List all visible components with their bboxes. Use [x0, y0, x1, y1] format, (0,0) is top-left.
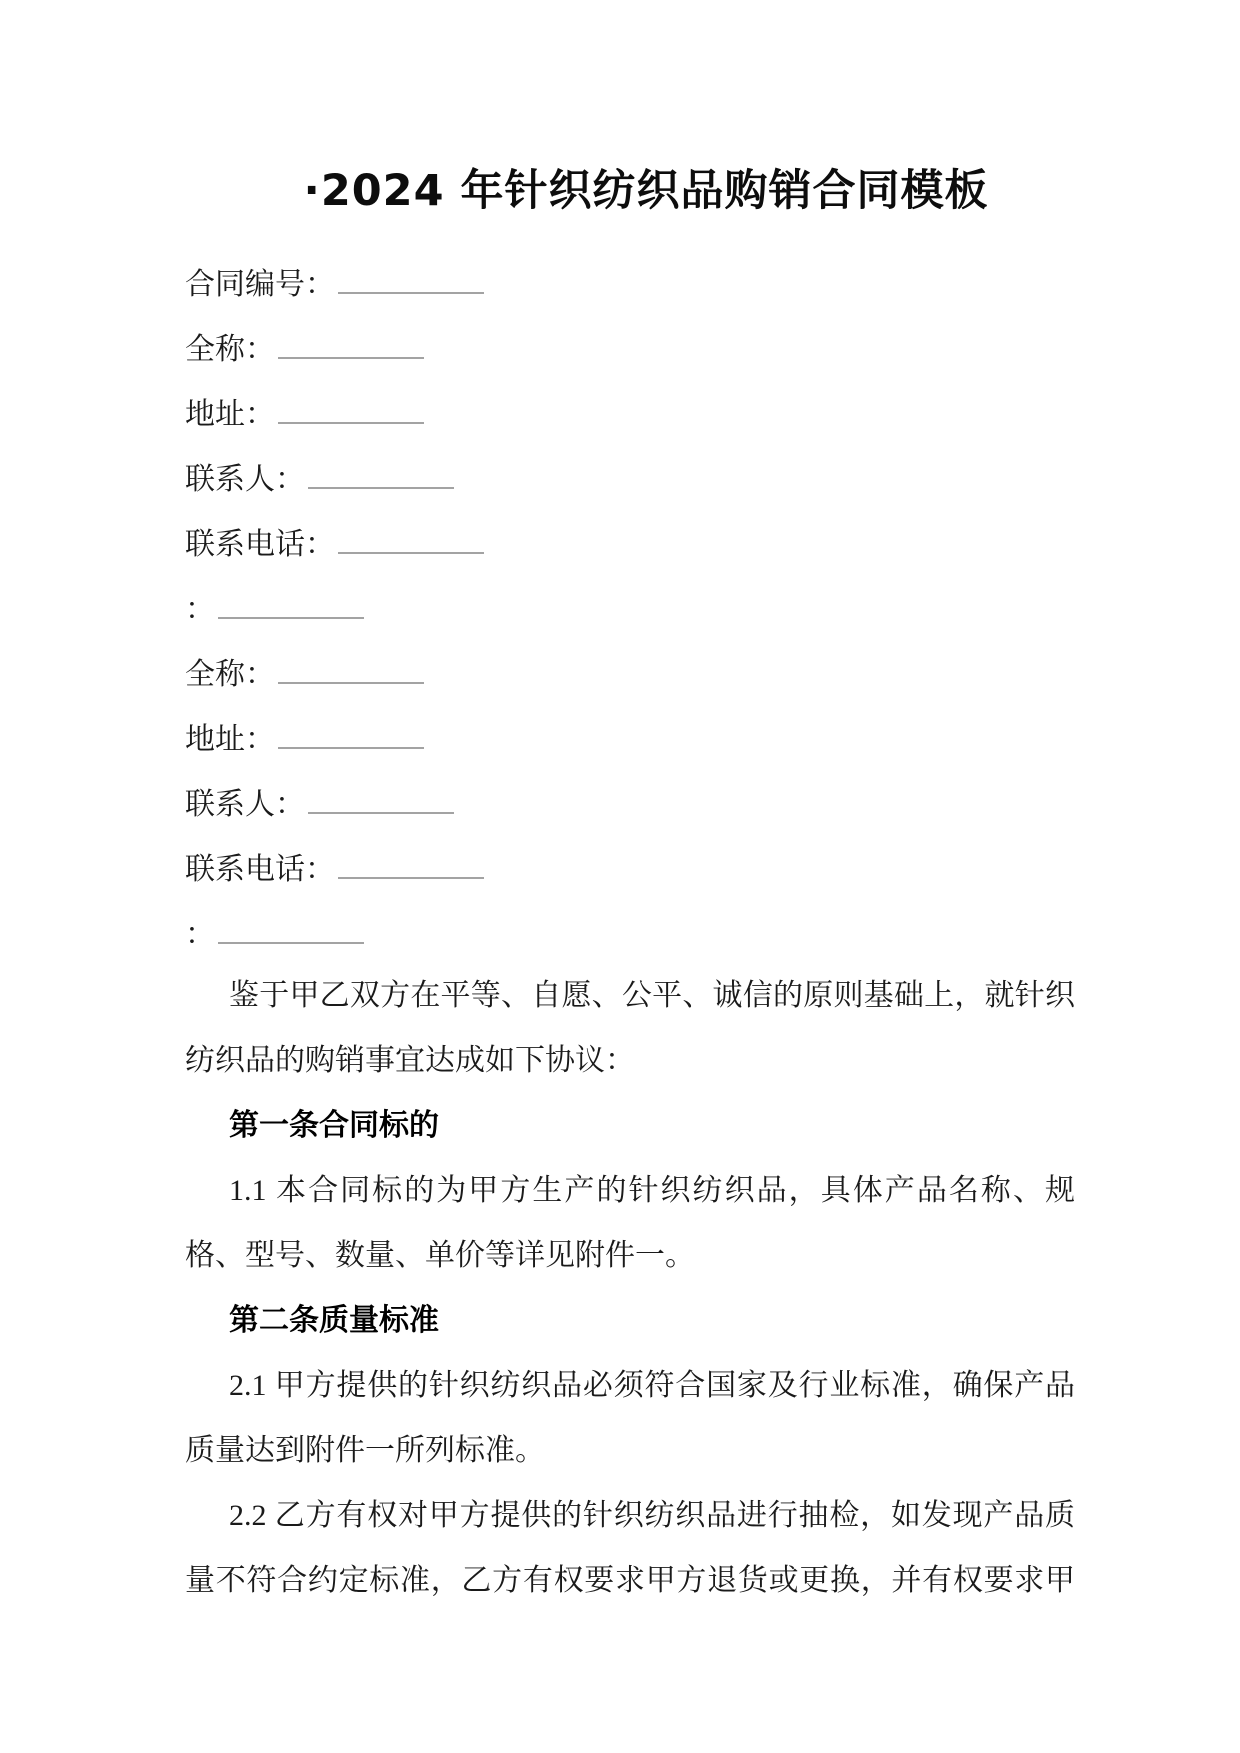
field-row-contact-phone — [185, 833, 1075, 898]
paragraph-line: 2.2 乙方有权对甲方提供的针织纺织品进行抽检，如发现产品质 — [229, 1499, 1075, 1532]
field-label: 联系人： — [185, 463, 305, 496]
paragraph-line: 纺织品的购销事宜达成如下协议： — [185, 1044, 635, 1077]
field-label: 联系人： — [185, 788, 305, 821]
field-label: 地址： — [185, 398, 275, 431]
field-blank-line — [278, 378, 424, 424]
field-blank-line — [338, 248, 484, 294]
section-heading-article-2: 第二条质量标准 — [229, 1303, 439, 1338]
field-label: 联系电话： — [185, 528, 335, 561]
field-row-contact-phone — [185, 508, 1075, 573]
paragraph-line: 鉴于甲乙双方在平等、自愿、公平、诚信的原则基础上，就针织 — [229, 979, 1075, 1012]
field-label: ： — [185, 593, 215, 626]
field-blank-line — [278, 703, 424, 749]
field-blank-line — [278, 313, 424, 359]
field-label: 合同编号： — [185, 268, 335, 301]
paragraph-line: 质量达到附件一所列标准。 — [185, 1434, 545, 1467]
page-title: ·2024 年针织纺织品购销合同模板 — [303, 166, 989, 216]
field-label: 联系电话： — [185, 853, 335, 886]
field-blank-line — [218, 573, 364, 619]
field-label: 全称： — [185, 333, 275, 366]
section-heading-article-1: 第一条合同标的 — [229, 1108, 439, 1143]
paragraph-line: 1.1 本合同标的为甲方生产的针织纺织品，具体产品名称、规 — [229, 1174, 1075, 1207]
field-blank-line — [338, 508, 484, 554]
field-blank-line — [278, 638, 424, 684]
paragraph-line: 2.1 甲方提供的针织纺织品必须符合国家及行业标准，确保产品 — [229, 1369, 1075, 1402]
field-blank-line — [338, 833, 484, 879]
paragraph-line: 格、型号、数量、单价等详见附件一。 — [185, 1239, 695, 1272]
paragraph-line: 量不符合约定标准，乙方有权要求甲方退货或更换，并有权要求甲 — [185, 1564, 1075, 1597]
field-blank-line — [308, 443, 454, 489]
field-blank-line — [218, 898, 364, 944]
field-row-contact-person — [185, 443, 1075, 508]
document-content — [185, 248, 1075, 1613]
field-label: ： — [185, 918, 215, 951]
field-row-full-name — [185, 313, 1075, 378]
field-row-contact-person — [185, 768, 1075, 833]
field-label: 地址： — [185, 723, 275, 756]
field-row-colon-only — [185, 898, 1075, 963]
field-row-colon-only — [185, 573, 1075, 638]
field-row-address — [185, 703, 1075, 768]
field-blank-line — [308, 768, 454, 814]
field-row-full-name — [185, 638, 1075, 703]
field-row-contract-number — [185, 248, 1075, 313]
field-row-address — [185, 378, 1075, 443]
field-label: 全称： — [185, 658, 275, 691]
